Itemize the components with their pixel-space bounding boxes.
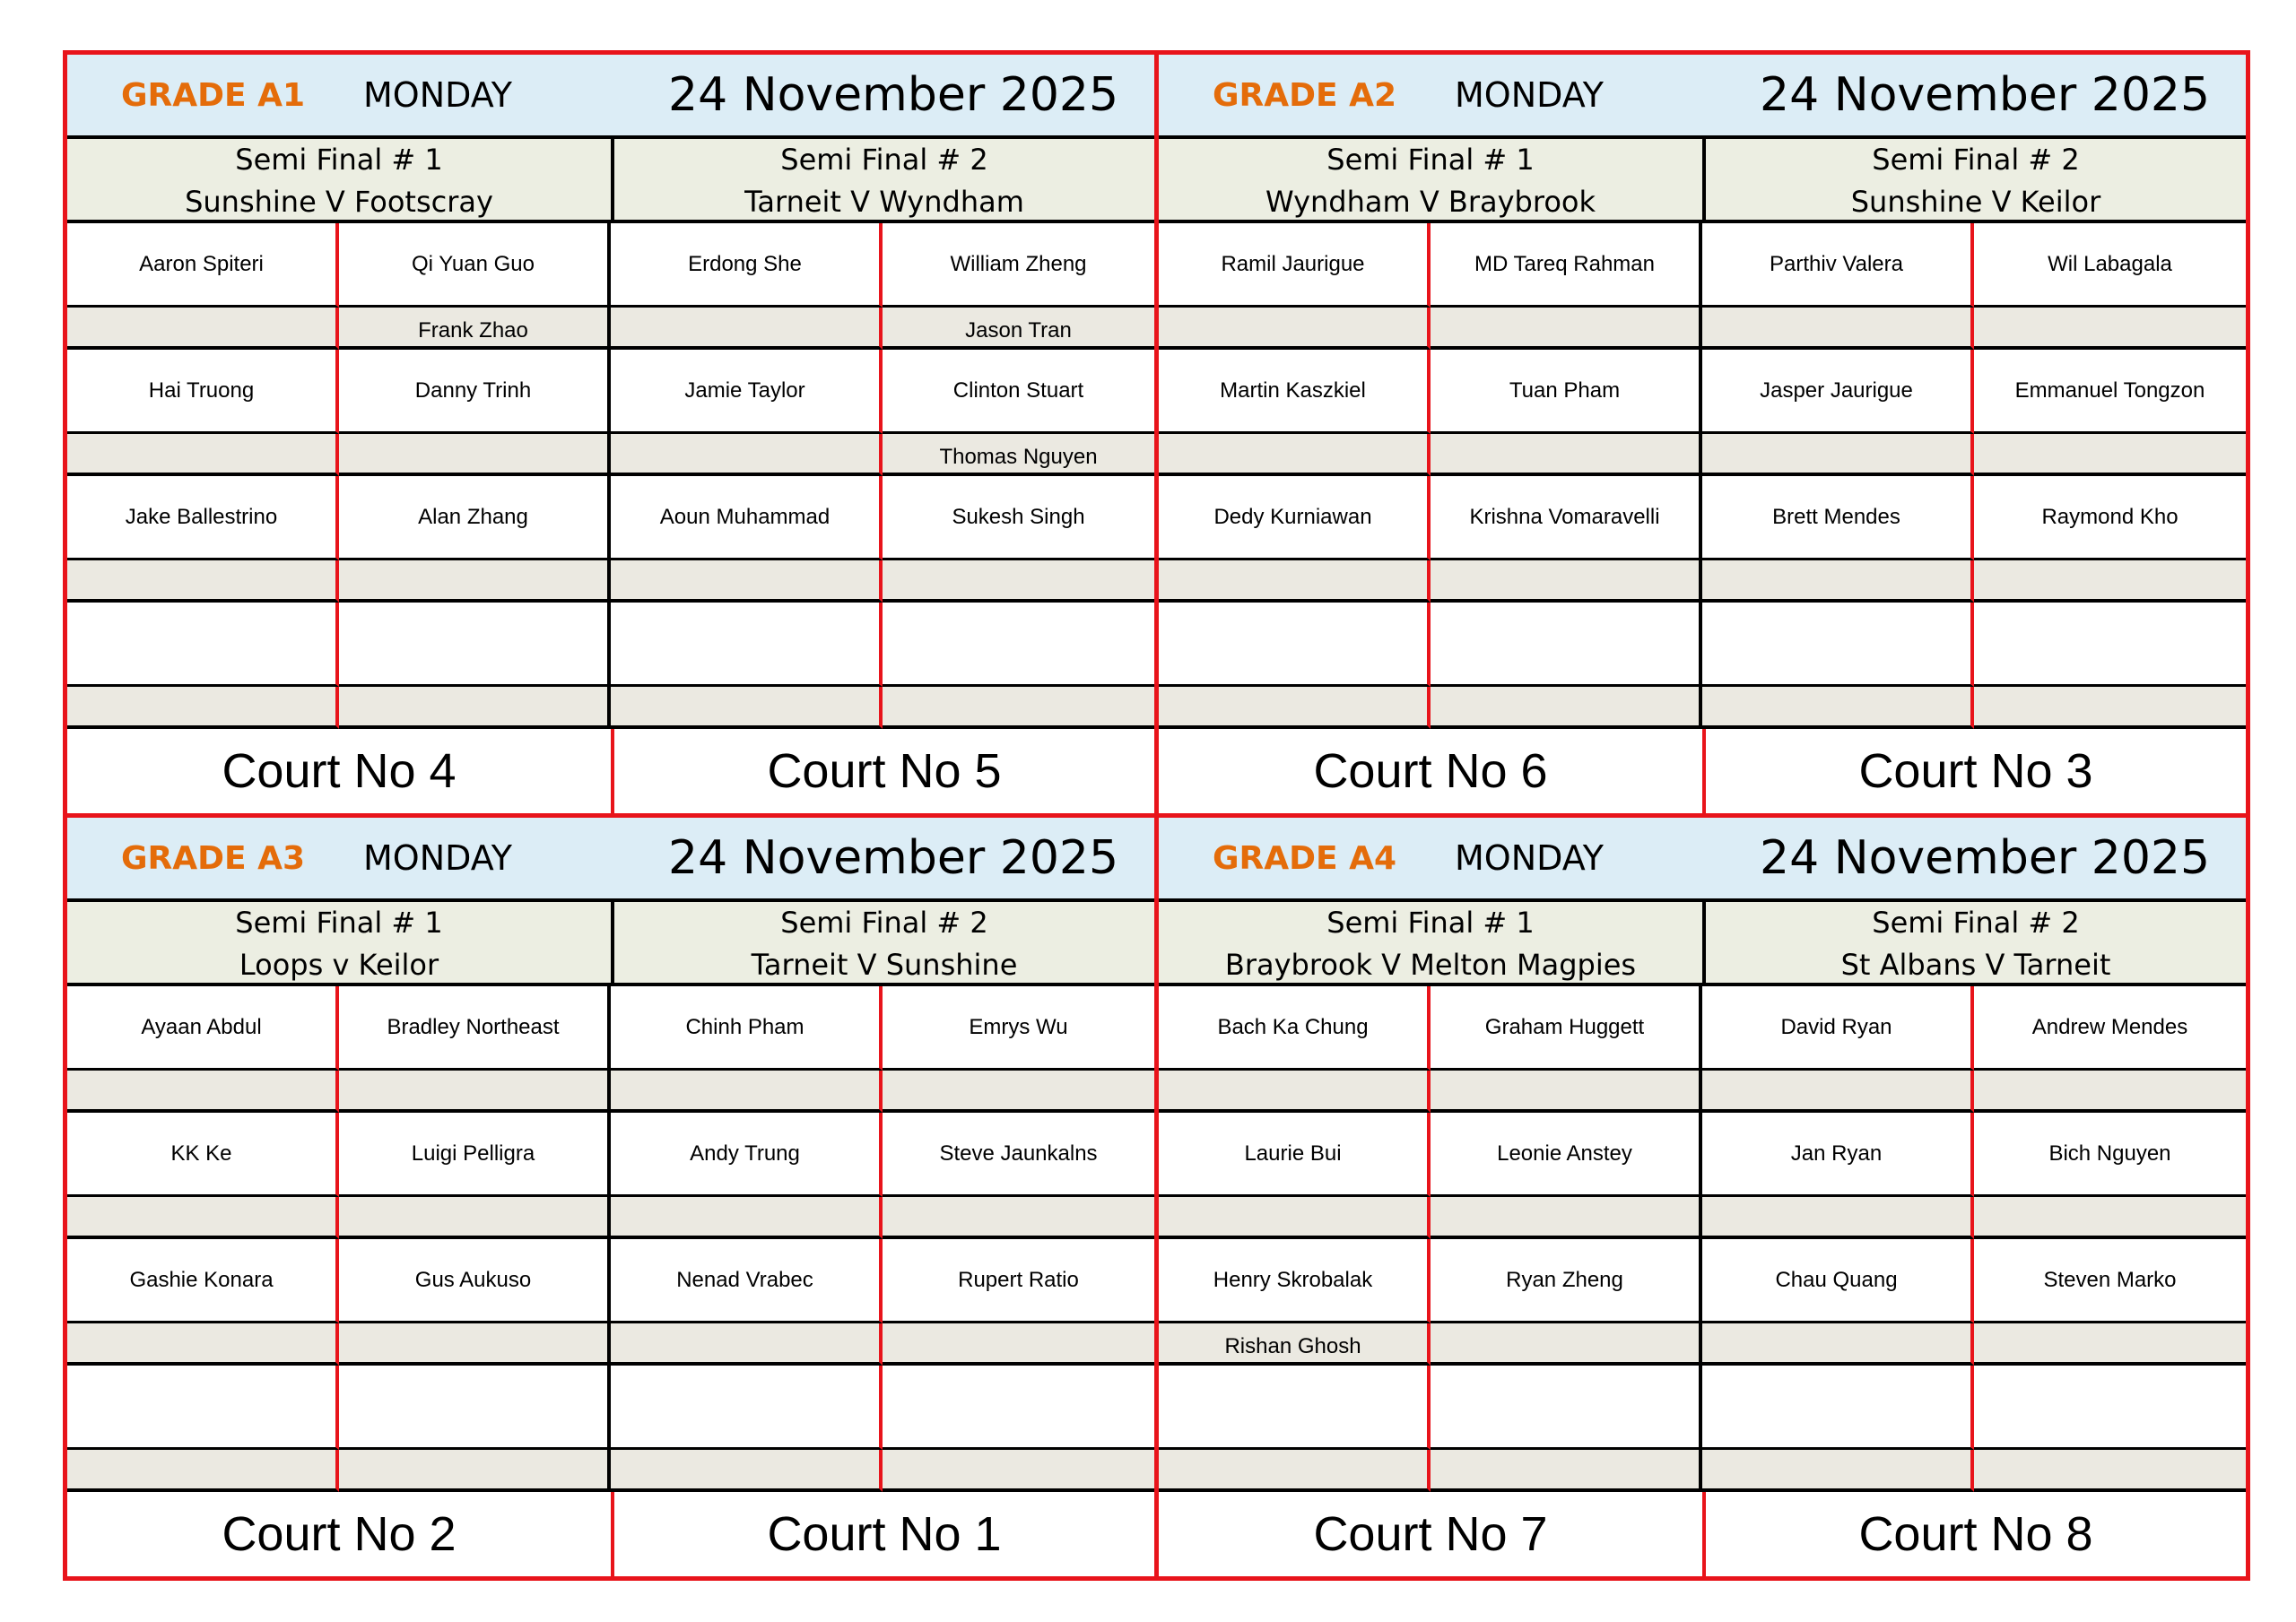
substitute-row [67,1323,1154,1366]
player-cell: Henry Skrobalak [1159,1239,1431,1323]
semi-final-match: Tarneit V Sunshine [751,948,1018,982]
grade-name: GRADE A2 [1213,76,1397,114]
substitute-cell [1431,1323,1702,1366]
substitute-cell: Thomas Nguyen [883,434,1154,476]
grade-header [1159,818,2246,902]
substitute-row [1159,560,2246,603]
substitute-cell [1702,560,1974,603]
grade-panel [1154,813,2250,1581]
grade-panel [63,813,1159,1581]
player-row [67,223,1154,308]
grade-day: MONDAY [363,838,512,878]
player-cell: Bich Nguyen [1974,1113,2246,1197]
court-label: Court No 5 [611,729,1154,813]
player-cell: Chau Quang [1702,1239,1974,1323]
substitute-cell [1159,1197,1431,1239]
semi-final-title: Semi Final # 2 [1872,143,2080,177]
player-cell: Krishna Vomaravelli [1431,476,1702,560]
substitute-cell [339,1450,611,1492]
substitute-cell [611,1450,883,1492]
substitute-row [1159,1450,2246,1492]
court-assignments [67,1492,1154,1576]
grade-header [67,818,1154,902]
player-row [1159,1113,2246,1197]
substitute-cell [611,1197,883,1239]
player-row [1159,350,2246,434]
player-cell [1431,1366,1702,1450]
player-cell [339,603,611,687]
substitute-cell: Frank Zhao [339,308,611,350]
player-row [67,1239,1154,1323]
player-cell: Andrew Mendes [1974,986,2246,1071]
player-cell [883,603,1154,687]
player-cell: Bach Ka Chung [1159,986,1431,1071]
semi-final-header [1702,902,2246,986]
court-label: Court No 6 [1159,729,1702,813]
semi-final-title: Semi Final # 1 [1326,143,1535,177]
substitute-cell [1702,1450,1974,1492]
semi-final-headers [67,139,1154,223]
substitute-cell [339,1197,611,1239]
substitute-cell [1702,1323,1974,1366]
substitute-row [1159,1197,2246,1239]
substitute-cell [611,560,883,603]
player-cell: Aoun Muhammad [611,476,883,560]
semi-final-title: Semi Final # 1 [1326,906,1535,940]
substitute-cell [67,1071,339,1113]
player-cell: Laurie Bui [1159,1113,1431,1197]
player-cell: Steven Marko [1974,1239,2246,1323]
semi-final-match: St Albans V Tarneit [1840,948,2111,982]
player-cell: Andy Trung [611,1113,883,1197]
substitute-cell [883,687,1154,729]
player-cell: Brett Mendes [1702,476,1974,560]
court-assignments [1159,729,2246,813]
substitute-cell [1974,434,2246,476]
player-row [1159,986,2246,1071]
semi-final-match: Wyndham V Braybrook [1265,185,1596,219]
player-cell [1159,1366,1431,1450]
player-cell: Parthiv Valera [1702,223,1974,308]
substitute-row [67,560,1154,603]
player-cell: Raymond Kho [1974,476,2246,560]
substitute-cell [1159,687,1431,729]
player-cell: Alan Zhang [339,476,611,560]
player-cell: Hai Truong [67,350,339,434]
semi-final-title: Semi Final # 2 [1872,906,2080,940]
substitute-cell [611,1323,883,1366]
substitute-row [1159,1071,2246,1113]
player-cell: Clinton Stuart [883,350,1154,434]
substitute-row [67,1197,1154,1239]
substitute-cell [883,1197,1154,1239]
semi-final-match: Sunshine V Keilor [1850,185,2101,219]
substitute-cell [1974,687,2246,729]
player-cell: Sukesh Singh [883,476,1154,560]
substitute-cell [1431,1450,1702,1492]
substitute-cell [1974,1450,2246,1492]
substitute-cell [1431,687,1702,729]
substitute-cell [1159,1071,1431,1113]
substitute-cell [67,1323,339,1366]
substitute-cell [1974,1197,2246,1239]
semi-final-headers [67,902,1154,986]
player-row [67,1113,1154,1197]
semi-final-match: Tarneit V Wyndham [744,185,1024,219]
grade-panel [1154,50,2250,818]
player-cell: Erdong She [611,223,883,308]
substitute-cell [67,1450,339,1492]
court-label: Court No 3 [1702,729,2246,813]
substitute-row [1159,434,2246,476]
player-cell: Emmanuel Tongzon [1974,350,2246,434]
player-cell: Bradley Northeast [339,986,611,1071]
player-cell: Martin Kaszkiel [1159,350,1431,434]
court-label: Court No 2 [67,1492,611,1576]
player-cell: Qi Yuan Guo [339,223,611,308]
semi-final-headers [1159,902,2246,986]
player-row [67,986,1154,1071]
player-cell: William Zheng [883,223,1154,308]
player-row [1159,1366,2246,1450]
player-cell [1974,603,2246,687]
player-row [1159,223,2246,308]
substitute-cell [339,687,611,729]
substitute-cell [611,687,883,729]
semi-final-header [67,902,611,986]
player-cell [1159,603,1431,687]
substitute-cell [67,687,339,729]
grade-name: GRADE A4 [1213,839,1397,877]
substitute-row [1159,1323,2246,1366]
player-cell: Tuan Pham [1431,350,1702,434]
player-cell: Chinh Pham [611,986,883,1071]
substitute-cell [339,434,611,476]
substitute-row [67,1071,1154,1113]
player-cell: Ryan Zheng [1431,1239,1702,1323]
court-assignments [1159,1492,2246,1576]
semi-final-header [1702,139,2246,223]
substitute-cell [339,1323,611,1366]
player-cell: Luigi Pelligra [339,1113,611,1197]
substitute-cell [1702,687,1974,729]
court-label: Court No 7 [1159,1492,1702,1576]
player-cell [1431,603,1702,687]
player-row [1159,603,2246,687]
substitute-cell [67,560,339,603]
player-cell [1702,603,1974,687]
substitute-cell [883,560,1154,603]
grade-day: MONDAY [1455,838,1604,878]
grade-name: GRADE A3 [121,839,306,877]
player-cell: Ayaan Abdul [67,986,339,1071]
court-label: Court No 1 [611,1492,1154,1576]
substitute-cell [883,1323,1154,1366]
substitute-row [67,1450,1154,1492]
substitute-cell [339,1071,611,1113]
grade-date: 24 November 2025 [668,831,1119,885]
player-cell [1702,1366,1974,1450]
player-cell: Gashie Konara [67,1239,339,1323]
substitute-cell [1702,434,1974,476]
substitute-cell [1159,434,1431,476]
substitute-cell [67,434,339,476]
player-cell: Jan Ryan [1702,1113,1974,1197]
player-cell: Dedy Kurniawan [1159,476,1431,560]
player-cell: Aaron Spiteri [67,223,339,308]
semi-final-header [1159,139,1702,223]
grade-date: 24 November 2025 [1760,68,2211,122]
grade-panel [63,50,1159,818]
court-label: Court No 4 [67,729,611,813]
substitute-cell [67,308,339,350]
substitute-row [1159,308,2246,350]
substitute-cell [1431,1071,1702,1113]
substitute-cell [1702,308,1974,350]
player-cell: Rupert Ratio [883,1239,1154,1323]
grade-name: GRADE A1 [121,76,306,114]
player-cell: David Ryan [1702,986,1974,1071]
semi-final-header [611,902,1154,986]
court-label: Court No 8 [1702,1492,2246,1576]
draw-sheet [63,50,2246,1576]
player-row [67,603,1154,687]
substitute-cell [1431,434,1702,476]
semi-final-title: Semi Final # 2 [780,906,988,940]
substitute-cell [1159,1450,1431,1492]
court-assignments [67,729,1154,813]
player-cell [67,603,339,687]
player-row [67,1366,1154,1450]
grade-header [67,55,1154,139]
grade-block-row [63,813,2246,1576]
player-cell: Leonie Anstey [1431,1113,1702,1197]
substitute-cell [1974,1071,2246,1113]
substitute-cell: Rishan Ghosh [1159,1323,1431,1366]
grade-header [1159,55,2246,139]
substitute-cell [67,1197,339,1239]
semi-final-header [1159,902,1702,986]
semi-final-title: Semi Final # 2 [780,143,988,177]
substitute-cell [611,308,883,350]
player-row [67,350,1154,434]
substitute-cell [883,1450,1154,1492]
player-cell [611,1366,883,1450]
player-row [1159,476,2246,560]
player-cell [611,603,883,687]
semi-final-header [67,139,611,223]
player-cell: Steve Jaunkalns [883,1113,1154,1197]
substitute-row [67,687,1154,729]
substitute-row [67,308,1154,350]
semi-final-title: Semi Final # 1 [235,143,443,177]
substitute-cell [1431,308,1702,350]
semi-final-match: Loops v Keilor [239,948,439,982]
grade-day: MONDAY [1455,75,1604,115]
substitute-row [67,434,1154,476]
semi-final-header [611,139,1154,223]
substitute-cell [339,560,611,603]
substitute-cell [1974,1323,2246,1366]
player-cell [1974,1366,2246,1450]
grade-date: 24 November 2025 [668,68,1119,122]
player-cell: Danny Trinh [339,350,611,434]
substitute-cell [1159,308,1431,350]
player-cell: Wil Labagala [1974,223,2246,308]
grade-date: 24 November 2025 [1760,831,2211,885]
player-cell: Jake Ballestrino [67,476,339,560]
substitute-cell [1974,560,2246,603]
semi-final-headers [1159,139,2246,223]
substitute-cell [1431,1197,1702,1239]
grade-day: MONDAY [363,75,512,115]
player-row [1159,1239,2246,1323]
substitute-cell [611,1071,883,1113]
grade-block-row [63,50,2246,813]
substitute-cell [883,1071,1154,1113]
player-cell: Jasper Jaurigue [1702,350,1974,434]
player-cell: Ramil Jaurigue [1159,223,1431,308]
substitute-cell: Jason Tran [883,308,1154,350]
substitute-cell [1159,560,1431,603]
semi-final-match: Braybrook V Melton Magpies [1224,948,1637,982]
substitute-cell [1702,1071,1974,1113]
substitute-cell [611,434,883,476]
semi-final-match: Sunshine V Footscray [185,185,493,219]
semi-final-title: Semi Final # 1 [235,906,443,940]
player-cell: Emrys Wu [883,986,1154,1071]
player-cell: Nenad Vrabec [611,1239,883,1323]
player-cell [67,1366,339,1450]
substitute-cell [1431,560,1702,603]
substitute-row [1159,687,2246,729]
player-row [67,476,1154,560]
substitute-cell [1974,308,2246,350]
substitute-cell [1702,1197,1974,1239]
player-cell: MD Tareq Rahman [1431,223,1702,308]
player-cell: KK Ke [67,1113,339,1197]
player-cell: Jamie Taylor [611,350,883,434]
player-cell: Graham Huggett [1431,986,1702,1071]
player-cell [339,1366,611,1450]
player-cell [883,1366,1154,1450]
player-cell: Gus Aukuso [339,1239,611,1323]
